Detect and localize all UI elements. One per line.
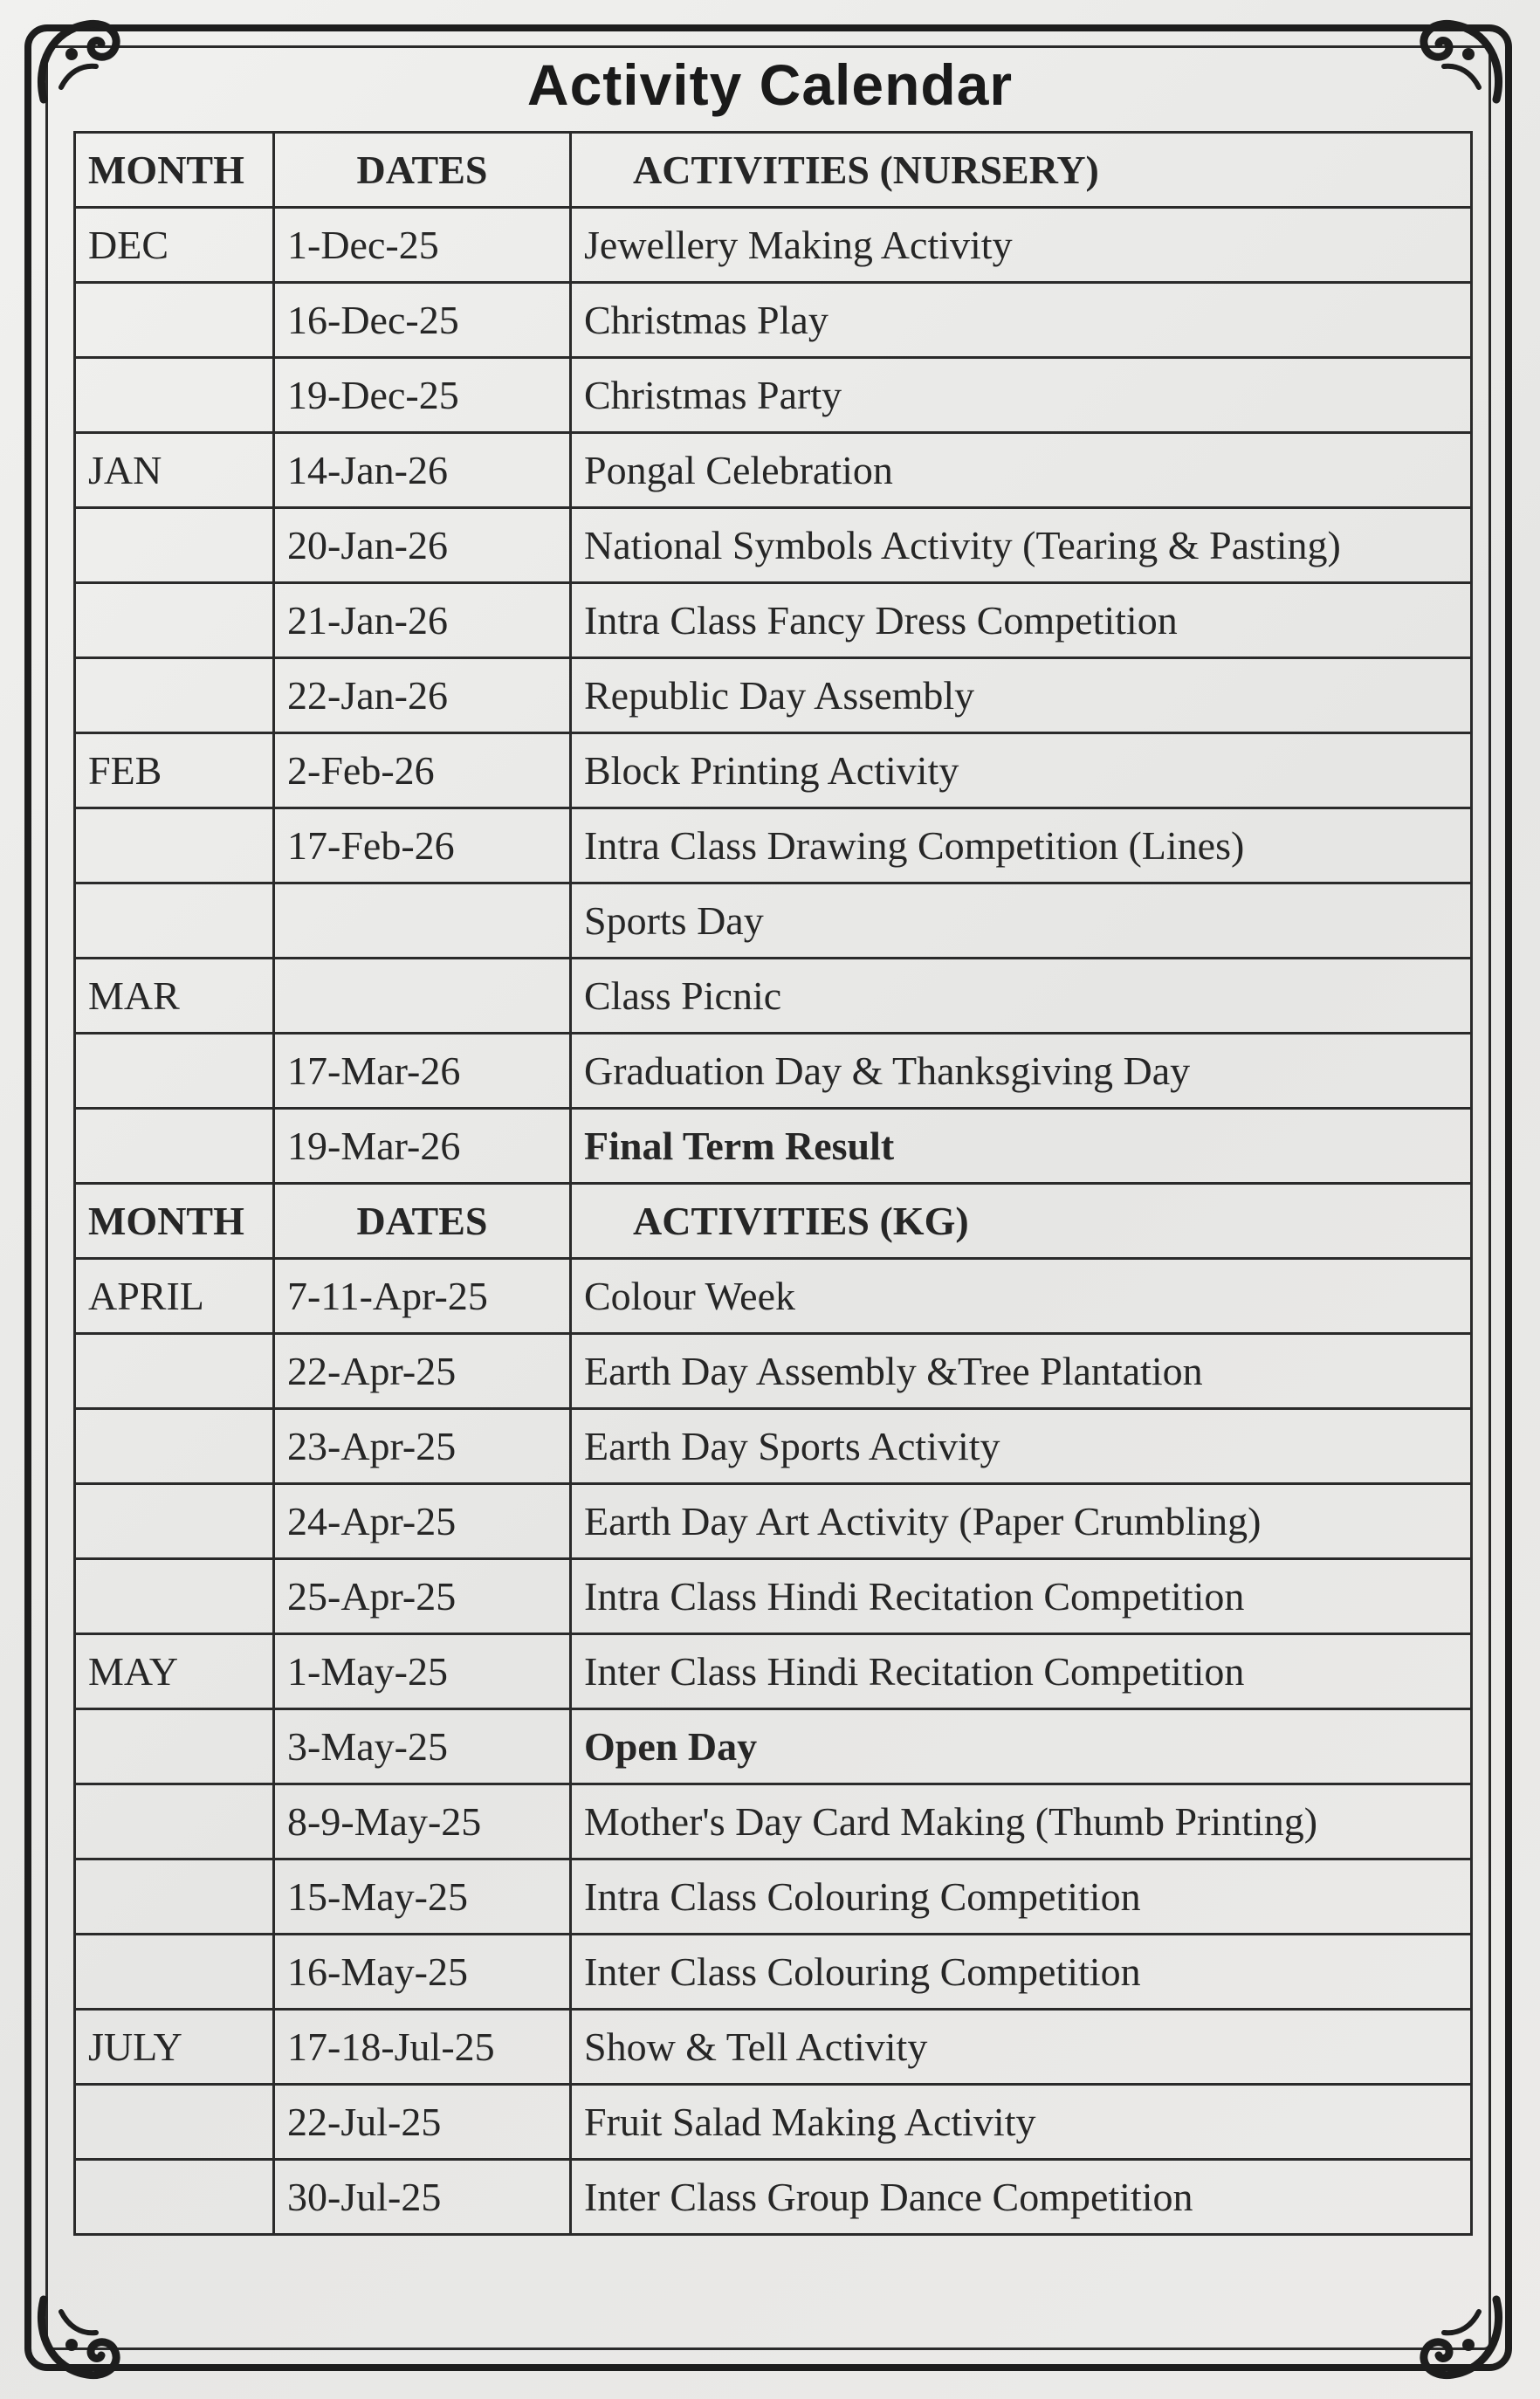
table-row xyxy=(75,433,1472,508)
table-row xyxy=(75,808,1472,883)
month-cell xyxy=(75,1484,274,1559)
month-cell: JAN xyxy=(75,433,274,508)
activity-cell: Earth Day Sports Activity xyxy=(571,1409,1472,1484)
activity-table-body xyxy=(75,133,1472,2235)
date-cell: 17-18-Jul-25 xyxy=(274,2010,571,2085)
date-cell xyxy=(274,959,571,1034)
page-title: Activity Calendar xyxy=(526,52,1014,117)
activity-cell: Intra Class Drawing Competition (Lines) xyxy=(571,808,1472,883)
month-cell xyxy=(75,1409,274,1484)
month-cell xyxy=(75,1859,274,1935)
table-row xyxy=(75,959,1472,1034)
month-cell: MAY xyxy=(75,1634,274,1709)
table-row xyxy=(75,1935,1472,2010)
activity-cell: Inter Class Hindi Recitation Competition xyxy=(571,1634,1472,1709)
month-cell xyxy=(75,1784,274,1859)
date-cell: 20-Jan-26 xyxy=(274,508,571,583)
activity-cell: Block Printing Activity xyxy=(571,733,1472,808)
month-cell xyxy=(75,2085,274,2160)
table-row xyxy=(75,658,1472,733)
activity-cell: Inter Class Group Dance Competition xyxy=(571,2160,1472,2235)
table-row xyxy=(75,1409,1472,1484)
month-cell xyxy=(75,358,274,433)
table-row xyxy=(75,1709,1472,1784)
corner-flourish-icon xyxy=(1409,2282,1514,2387)
date-cell: 1-May-25 xyxy=(274,1634,571,1709)
date-cell: 2-Feb-26 xyxy=(274,733,571,808)
date-cell: 14-Jan-26 xyxy=(274,433,571,508)
table-row xyxy=(75,583,1472,658)
month-cell xyxy=(75,1034,274,1109)
month-cell xyxy=(75,1334,274,1409)
activity-cell: Inter Class Colouring Competition xyxy=(571,1935,1472,2010)
date-cell: 24-Apr-25 xyxy=(274,1484,571,1559)
month-cell: JULY xyxy=(75,2010,274,2085)
date-cell: 16-May-25 xyxy=(274,1935,571,2010)
activity-cell: Class Picnic xyxy=(571,959,1472,1034)
activity-cell: Fruit Salad Making Activity xyxy=(571,2085,1472,2160)
date-cell: 25-Apr-25 xyxy=(274,1559,571,1634)
activity-cell: Earth Day Art Activity (Paper Crumbling) xyxy=(571,1484,1472,1559)
date-cell: 15-May-25 xyxy=(274,1859,571,1935)
date-cell: 22-Apr-25 xyxy=(274,1334,571,1409)
table-row xyxy=(75,358,1472,433)
activity-cell: Show & Tell Activity xyxy=(571,2010,1472,2085)
date-cell: 8-9-May-25 xyxy=(274,1784,571,1859)
activity-cell: Christmas Play xyxy=(571,283,1472,358)
table-row xyxy=(75,2010,1472,2085)
activities-header: ACTIVITIES (KG) xyxy=(571,1184,1472,1259)
month-cell xyxy=(75,1709,274,1784)
activity-cell: Final Term Result xyxy=(571,1109,1472,1184)
month-cell xyxy=(75,508,274,583)
activity-cell: Republic Day Assembly xyxy=(571,658,1472,733)
activity-cell: Intra Class Fancy Dress Competition xyxy=(571,583,1472,658)
month-cell: APRIL xyxy=(75,1259,274,1334)
month-cell xyxy=(75,1559,274,1634)
activity-cell: Graduation Day & Thanksgiving Day xyxy=(571,1034,1472,1109)
activity-cell: Christmas Party xyxy=(571,358,1472,433)
date-cell: 7-11-Apr-25 xyxy=(274,1259,571,1334)
month-header: MONTH xyxy=(75,133,274,208)
table-row xyxy=(75,1784,1472,1859)
month-cell: DEC xyxy=(75,208,274,283)
month-header: MONTH xyxy=(75,1184,274,1259)
date-cell: 21-Jan-26 xyxy=(274,583,571,658)
activity-cell: Sports Day xyxy=(571,883,1472,959)
date-cell: 19-Mar-26 xyxy=(274,1109,571,1184)
header-row xyxy=(75,133,1472,208)
table-row xyxy=(75,208,1472,283)
month-cell: FEB xyxy=(75,733,274,808)
month-cell xyxy=(75,583,274,658)
table-row xyxy=(75,1484,1472,1559)
table-row xyxy=(75,2085,1472,2160)
date-cell: 22-Jul-25 xyxy=(274,2085,571,2160)
table-row xyxy=(75,733,1472,808)
table-row xyxy=(75,1634,1472,1709)
table-row xyxy=(75,1034,1472,1109)
date-cell xyxy=(274,883,571,959)
date-cell: 16-Dec-25 xyxy=(274,283,571,358)
corner-flourish-icon xyxy=(26,2282,131,2387)
activity-cell: Earth Day Assembly &Tree Plantation xyxy=(571,1334,1472,1409)
activity-cell: Colour Week xyxy=(571,1259,1472,1334)
dates-header: DATES xyxy=(274,133,571,208)
table-row xyxy=(75,883,1472,959)
table-row xyxy=(75,1859,1472,1935)
activity-cell: Intra Class Colouring Competition xyxy=(571,1859,1472,1935)
date-cell: 23-Apr-25 xyxy=(274,1409,571,1484)
month-cell xyxy=(75,1109,274,1184)
activity-cell: Pongal Celebration xyxy=(571,433,1472,508)
activity-cell: National Symbols Activity (Tearing & Pasting) xyxy=(571,508,1472,583)
activity-cell: Open Day xyxy=(571,1709,1472,1784)
table-row xyxy=(75,1334,1472,1409)
month-cell xyxy=(75,283,274,358)
date-cell: 30-Jul-25 xyxy=(274,2160,571,2235)
month-cell xyxy=(75,2160,274,2235)
activity-cell: Jewellery Making Activity xyxy=(571,208,1472,283)
header-row xyxy=(75,1184,1472,1259)
table-row xyxy=(75,1109,1472,1184)
activity-table xyxy=(73,131,1473,2236)
table-row xyxy=(75,1259,1472,1334)
date-cell: 19-Dec-25 xyxy=(274,358,571,433)
table-row xyxy=(75,2160,1472,2235)
date-cell: 22-Jan-26 xyxy=(274,658,571,733)
month-cell: MAR xyxy=(75,959,274,1034)
month-cell xyxy=(75,883,274,959)
table-row xyxy=(75,508,1472,583)
date-cell: 17-Mar-26 xyxy=(274,1034,571,1109)
date-cell: 17-Feb-26 xyxy=(274,808,571,883)
table-row xyxy=(75,283,1472,358)
month-cell xyxy=(75,1935,274,2010)
activity-cell: Mother's Day Card Making (Thumb Printing) xyxy=(571,1784,1472,1859)
month-cell xyxy=(75,658,274,733)
date-cell: 1-Dec-25 xyxy=(274,208,571,283)
dates-header: DATES xyxy=(274,1184,571,1259)
table-row xyxy=(75,1559,1472,1634)
activities-header: ACTIVITIES (NURSERY) xyxy=(571,133,1472,208)
month-cell xyxy=(75,808,274,883)
activity-cell: Intra Class Hindi Recitation Competition xyxy=(571,1559,1472,1634)
date-cell: 3-May-25 xyxy=(274,1709,571,1784)
